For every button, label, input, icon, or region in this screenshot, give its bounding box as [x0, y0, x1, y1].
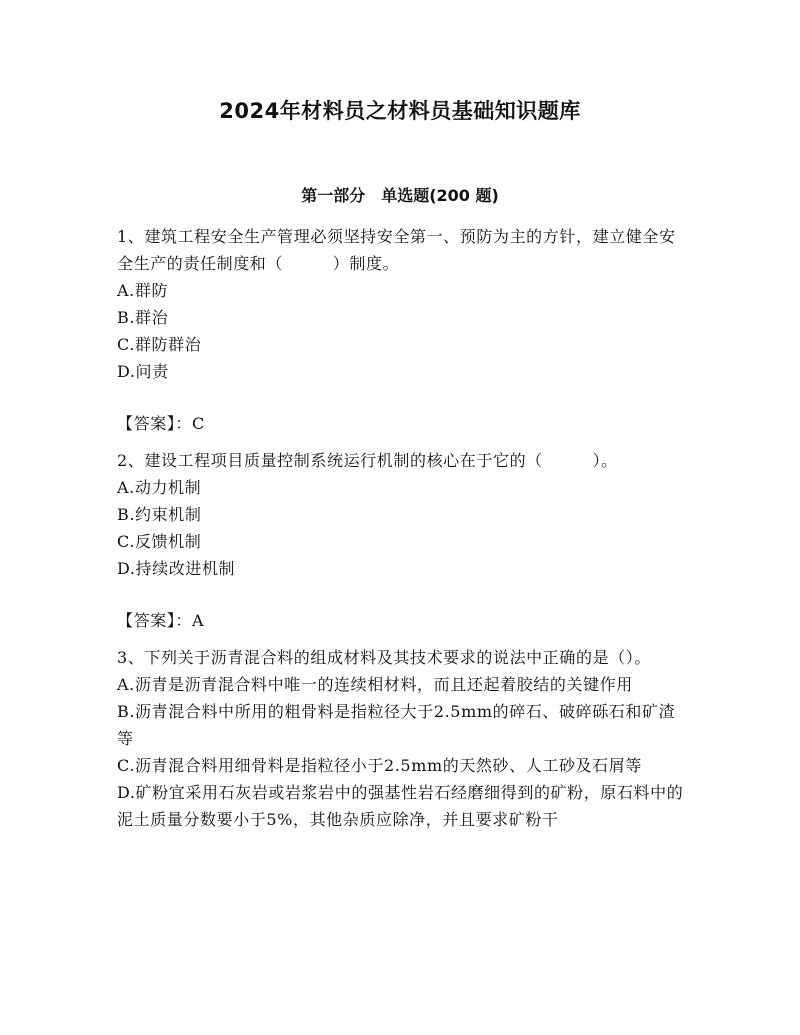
document-title: 2024年材料员之材料员基础知识题库 — [219, 99, 581, 123]
question-1-stem: 1、建筑工程安全生产管理必须坚持安全第一、预防为主的方针，建立健全安全生产的责任制度和（ ）制度。 — [117, 227, 676, 273]
question-3-option-c: C.沥青混合料用细骨料是指粒径小于2.5mm的天然砂、人工砂及石屑等 — [117, 756, 642, 775]
question-3-option-a: A.沥青是沥青混合料中唯一的连续相材料，而且还起着胶结的关键作用 — [117, 675, 633, 694]
question-2-answer: 【答案】：A — [117, 611, 205, 630]
question-2-option-a: A.动力机制 — [117, 478, 202, 497]
question-1-option-a: A.群防 — [117, 281, 169, 300]
question-2-option-b: B.约束机制 — [117, 505, 202, 524]
question-1-option-c: C.群防群治 — [117, 335, 202, 354]
question-3-option-d: D.矿粉宜采用石灰岩或岩浆岩中的强基性岩石经磨细得到的矿粉，原石料中的泥土质量分数要小于5%，其他杂质应除净，并且要求矿粉干 — [117, 783, 684, 829]
question-2-option-d: D.持续改进机制 — [117, 559, 236, 578]
question-1-option-d: D.问责 — [117, 362, 169, 381]
section-title: 第一部分 单选题(200 题) — [301, 186, 499, 205]
question-1-option-b: B.群治 — [117, 308, 169, 327]
question-3-stem: 3、下列关于沥青混合料的组成材料及其技术要求的说法中正确的是（）。 — [117, 648, 651, 667]
question-2-option-c: C.反馈机制 — [117, 532, 202, 551]
question-1-answer: 【答案】：C — [117, 414, 205, 433]
question-3-option-b: B.沥青混合料中所用的粗骨料是指粒径大于2.5mm的碎石、破碎砾石和矿渣等 — [117, 702, 676, 748]
question-list — [117, 223, 687, 833]
question-2-stem: 2、建设工程项目质量控制系统运行机制的核心在于它的（ ）。 — [117, 451, 618, 470]
